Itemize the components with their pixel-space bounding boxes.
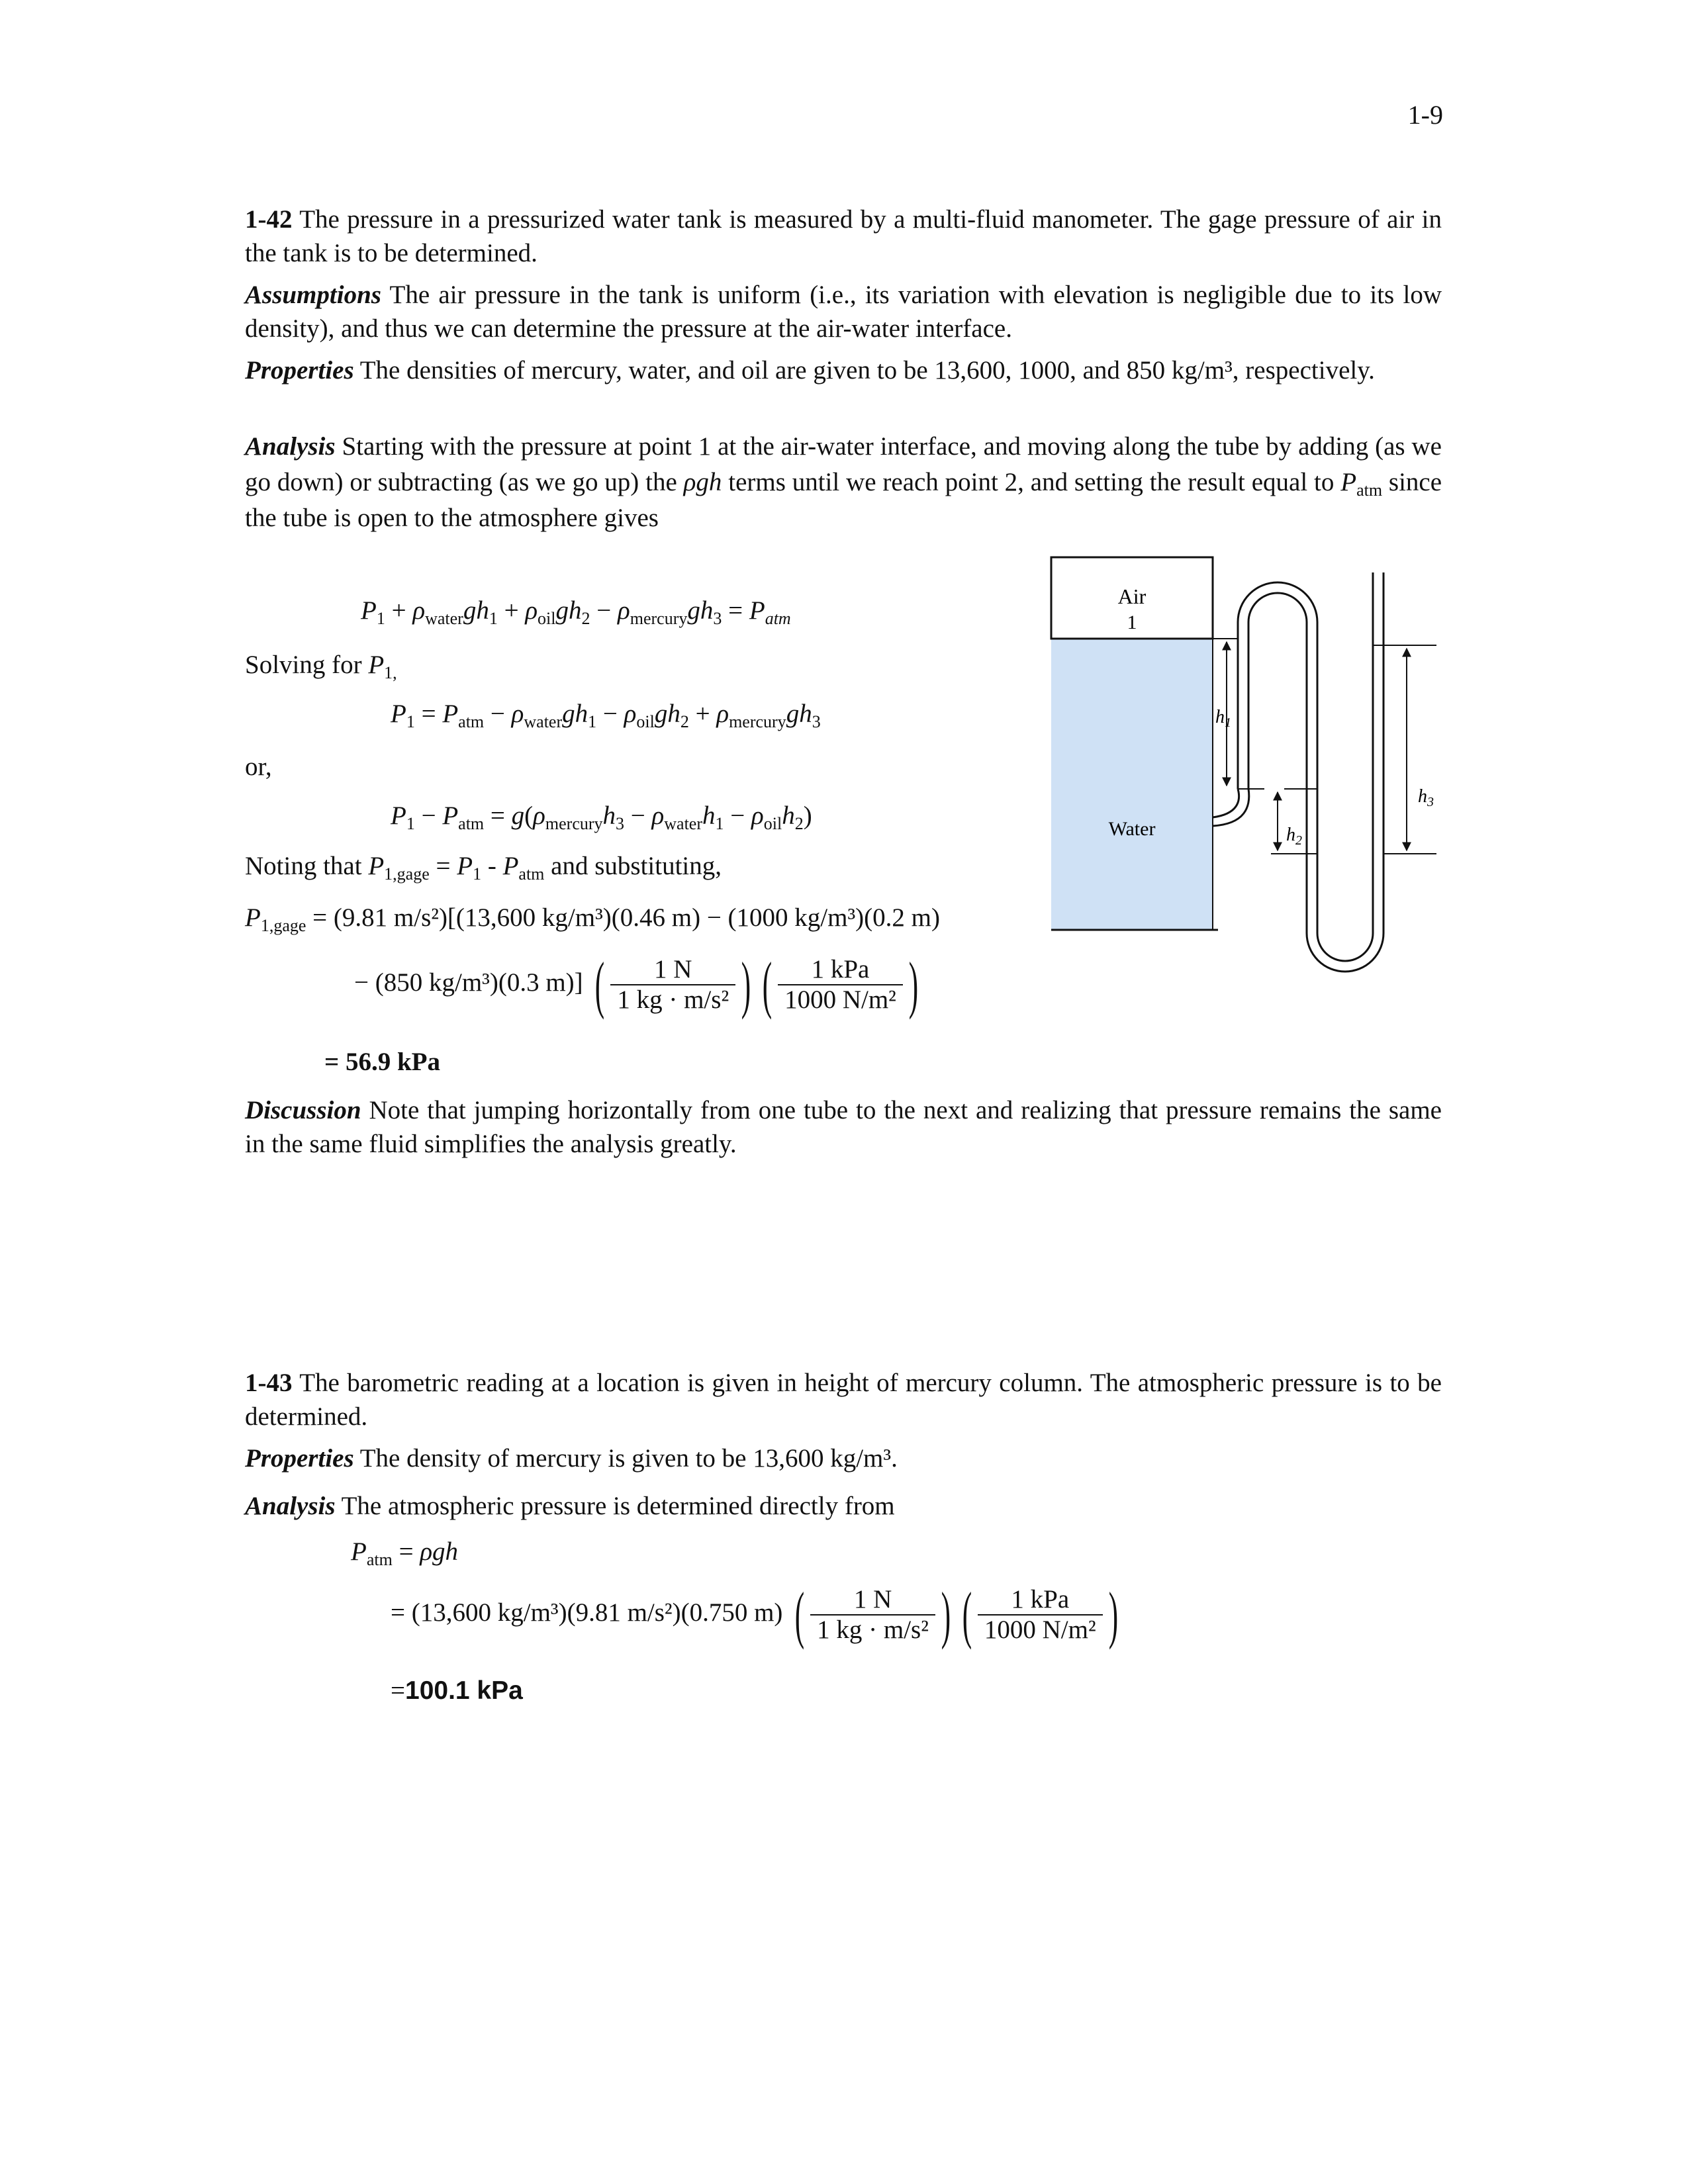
equation-3: $P_1 - P_{atm} = g(\rho_{mercury}h_3 - \rho_{water}h_1 - \rho_{oil}h_2)$ [391,801,812,833]
p143-analysis-label: Analysis [245,1492,336,1520]
analysis-label: Analysis [245,432,336,461]
problem-142-result: = 56.9 kPa [324,1048,440,1076]
analysis-text-c: since the tube is open to the atmosphere gives [245,468,1442,532]
p143-equation-1: $P_{atm} = \rho gh$ [351,1537,459,1569]
h3-label: $h_3$ [1418,786,1434,809]
solving-for-line [245,650,397,680]
p143-result-value: 100.1 kPa [405,1676,523,1705]
equation-1: $P_1 + \rho_{water}gh_1 + \rho_{oil}gh_2 - \rho_{mercury}gh_3 = P_{atm}$ [361,596,791,628]
manometer-inlet-pipe [1213,789,1239,817]
properties-text: The densities of mercury, water, and oil are given to be 13,600, 1000, and 850 kg/m³, respectively. [359,356,1375,385]
or-label: or, [245,752,272,781]
solving-for-text: Solving for [245,651,362,679]
analysis-text-a: Starting with the pressure at point 1 at the air-water interface, and moving along the tube by adding (as we go down) or subtracting (as we go up) the [245,432,1442,496]
problem-143-intro-text: The barometric reading at a location is given in height of mercury column. The atmospheric pressure is to be determined. [245,1369,1442,1431]
p143-conversion-kpa: $\frac{\text{1 kPa}}{\text{1000 N/m²}}$ [978,1585,1103,1645]
p143-conversion-newton: $\frac{1 N}{\text{1 kg · m/s²}}$ [810,1585,935,1645]
problem-143-result [391,1676,523,1706]
p143-result-eq: = [391,1676,405,1705]
air-point-label: 1 [1127,612,1137,633]
assumptions-label: Assumptions [245,281,381,309]
noting-text-a: Noting that [245,852,362,880]
solving-for-sub: 1, [384,663,397,682]
p143-properties-text: The density of mercury is given to be 13,600 kg/m³. [359,1444,898,1473]
h2-label: $h_2$ [1286,825,1302,848]
analysis-patm-sub: atm [1356,480,1383,500]
problem-142-intro-text: The pressure in a pressurized water tank is measured by a multi-fluid manometer. The gage pressure of air in the tank is to be determined. [245,205,1442,267]
analysis-rgh: ρgh [683,468,722,496]
problem-142-intro [245,203,1442,270]
problem-142-number: 1-42 [245,205,293,234]
noting-text-b: and substituting, [551,852,722,880]
p143-analysis-text: The atmospheric pressure is determined directly from [341,1492,895,1520]
properties-label: Properties [245,356,354,385]
p143-eq2-text: = (13,600 kg/m³)(9.81 m/s²)(0.750 m) [391,1598,783,1627]
conversion-newton: $\frac{1 N}{\text{1 kg · m/s²}}$ [610,955,735,1015]
analysis-text-b: terms until we reach point 2, and setting the result equal to [728,468,1335,496]
problem-142-discussion [245,1093,1442,1161]
discussion-label: Discussion [245,1096,361,1124]
problem-142-assumptions [245,278,1442,345]
problem-143-properties [245,1441,1442,1475]
conversion-kpa: $\frac{\text{1 kPa}}{\text{1000 N/m²}}$ [778,955,903,1015]
p143-equation-2: = (13,600 kg/m³)(9.81 m/s²)(0.750 m) ( $\frac{1 N}{\text{1 kg · m/s²}}$ ) ( $\frac{\text{1 kPa}}{\text{1000 N/m²}}$ ) [391,1579,1118,1650]
eq4-line2-text: − (850 kg/m³)(0.3 m)] [354,968,583,997]
manometer-inlet-pipe-inner [1213,789,1249,826]
page-number: 1-9 [1407,100,1443,130]
problem-143-analysis [245,1489,1442,1523]
equation-4-line1: $P_{1,gage} = (9.81$ m/s²)[(13,600 kg/m³)(0.46 m) − (1000 kg/m³)(0.2 m) [245,903,940,935]
solving-for-p: P [368,651,385,679]
problem-143-intro [245,1366,1442,1433]
equation-4-line2: − (850 kg/m³)(0.3 m)] ( $\frac{1 N}{\text{1 kg · m/s²}}$ ) ( $\frac{\text{1 kPa}}{\text{1000 N/m²}}$ ) [354,949,919,1020]
air-label: Air [1117,584,1147,608]
noting-line: Noting that $P_{1,gage} = P_1 - P_{atm}$ and substituting, [245,852,722,884]
analysis-patm: P [1340,468,1357,496]
problem-142-analysis [245,429,1442,536]
equation-2: $P_1 = P_{atm} - \rho_{water}gh_1 - \rho_{oil}gh_2 + \rho_{mercury}gh_3$ [391,700,821,731]
water-label: Water [1108,818,1156,840]
h1-label: $h_1$ [1215,707,1231,730]
water-region [1051,639,1213,930]
assumptions-text: The air pressure in the tank is uniform (i.e., its variation with elevation is negligible due to its low density), and thus we can determine the pressure at the air-water interface. [245,281,1442,343]
problem-143-number: 1-43 [245,1369,293,1397]
p143-properties-label: Properties [245,1444,354,1473]
u-tube-inner [1317,572,1373,961]
discussion-text: Note that jumping horizontally from one tube to the next and realizing that pressure remains the same in the same fluid simplifies the analysis greatly. [245,1096,1442,1158]
problem-142-properties [245,353,1442,387]
manometer-figure [1039,549,1450,1013]
eq4-line1-text: = (9.81 m/s²)[(13,600 kg/m³)(0.46 m) − (1000 kg/m³)(0.2 m) [312,903,940,932]
